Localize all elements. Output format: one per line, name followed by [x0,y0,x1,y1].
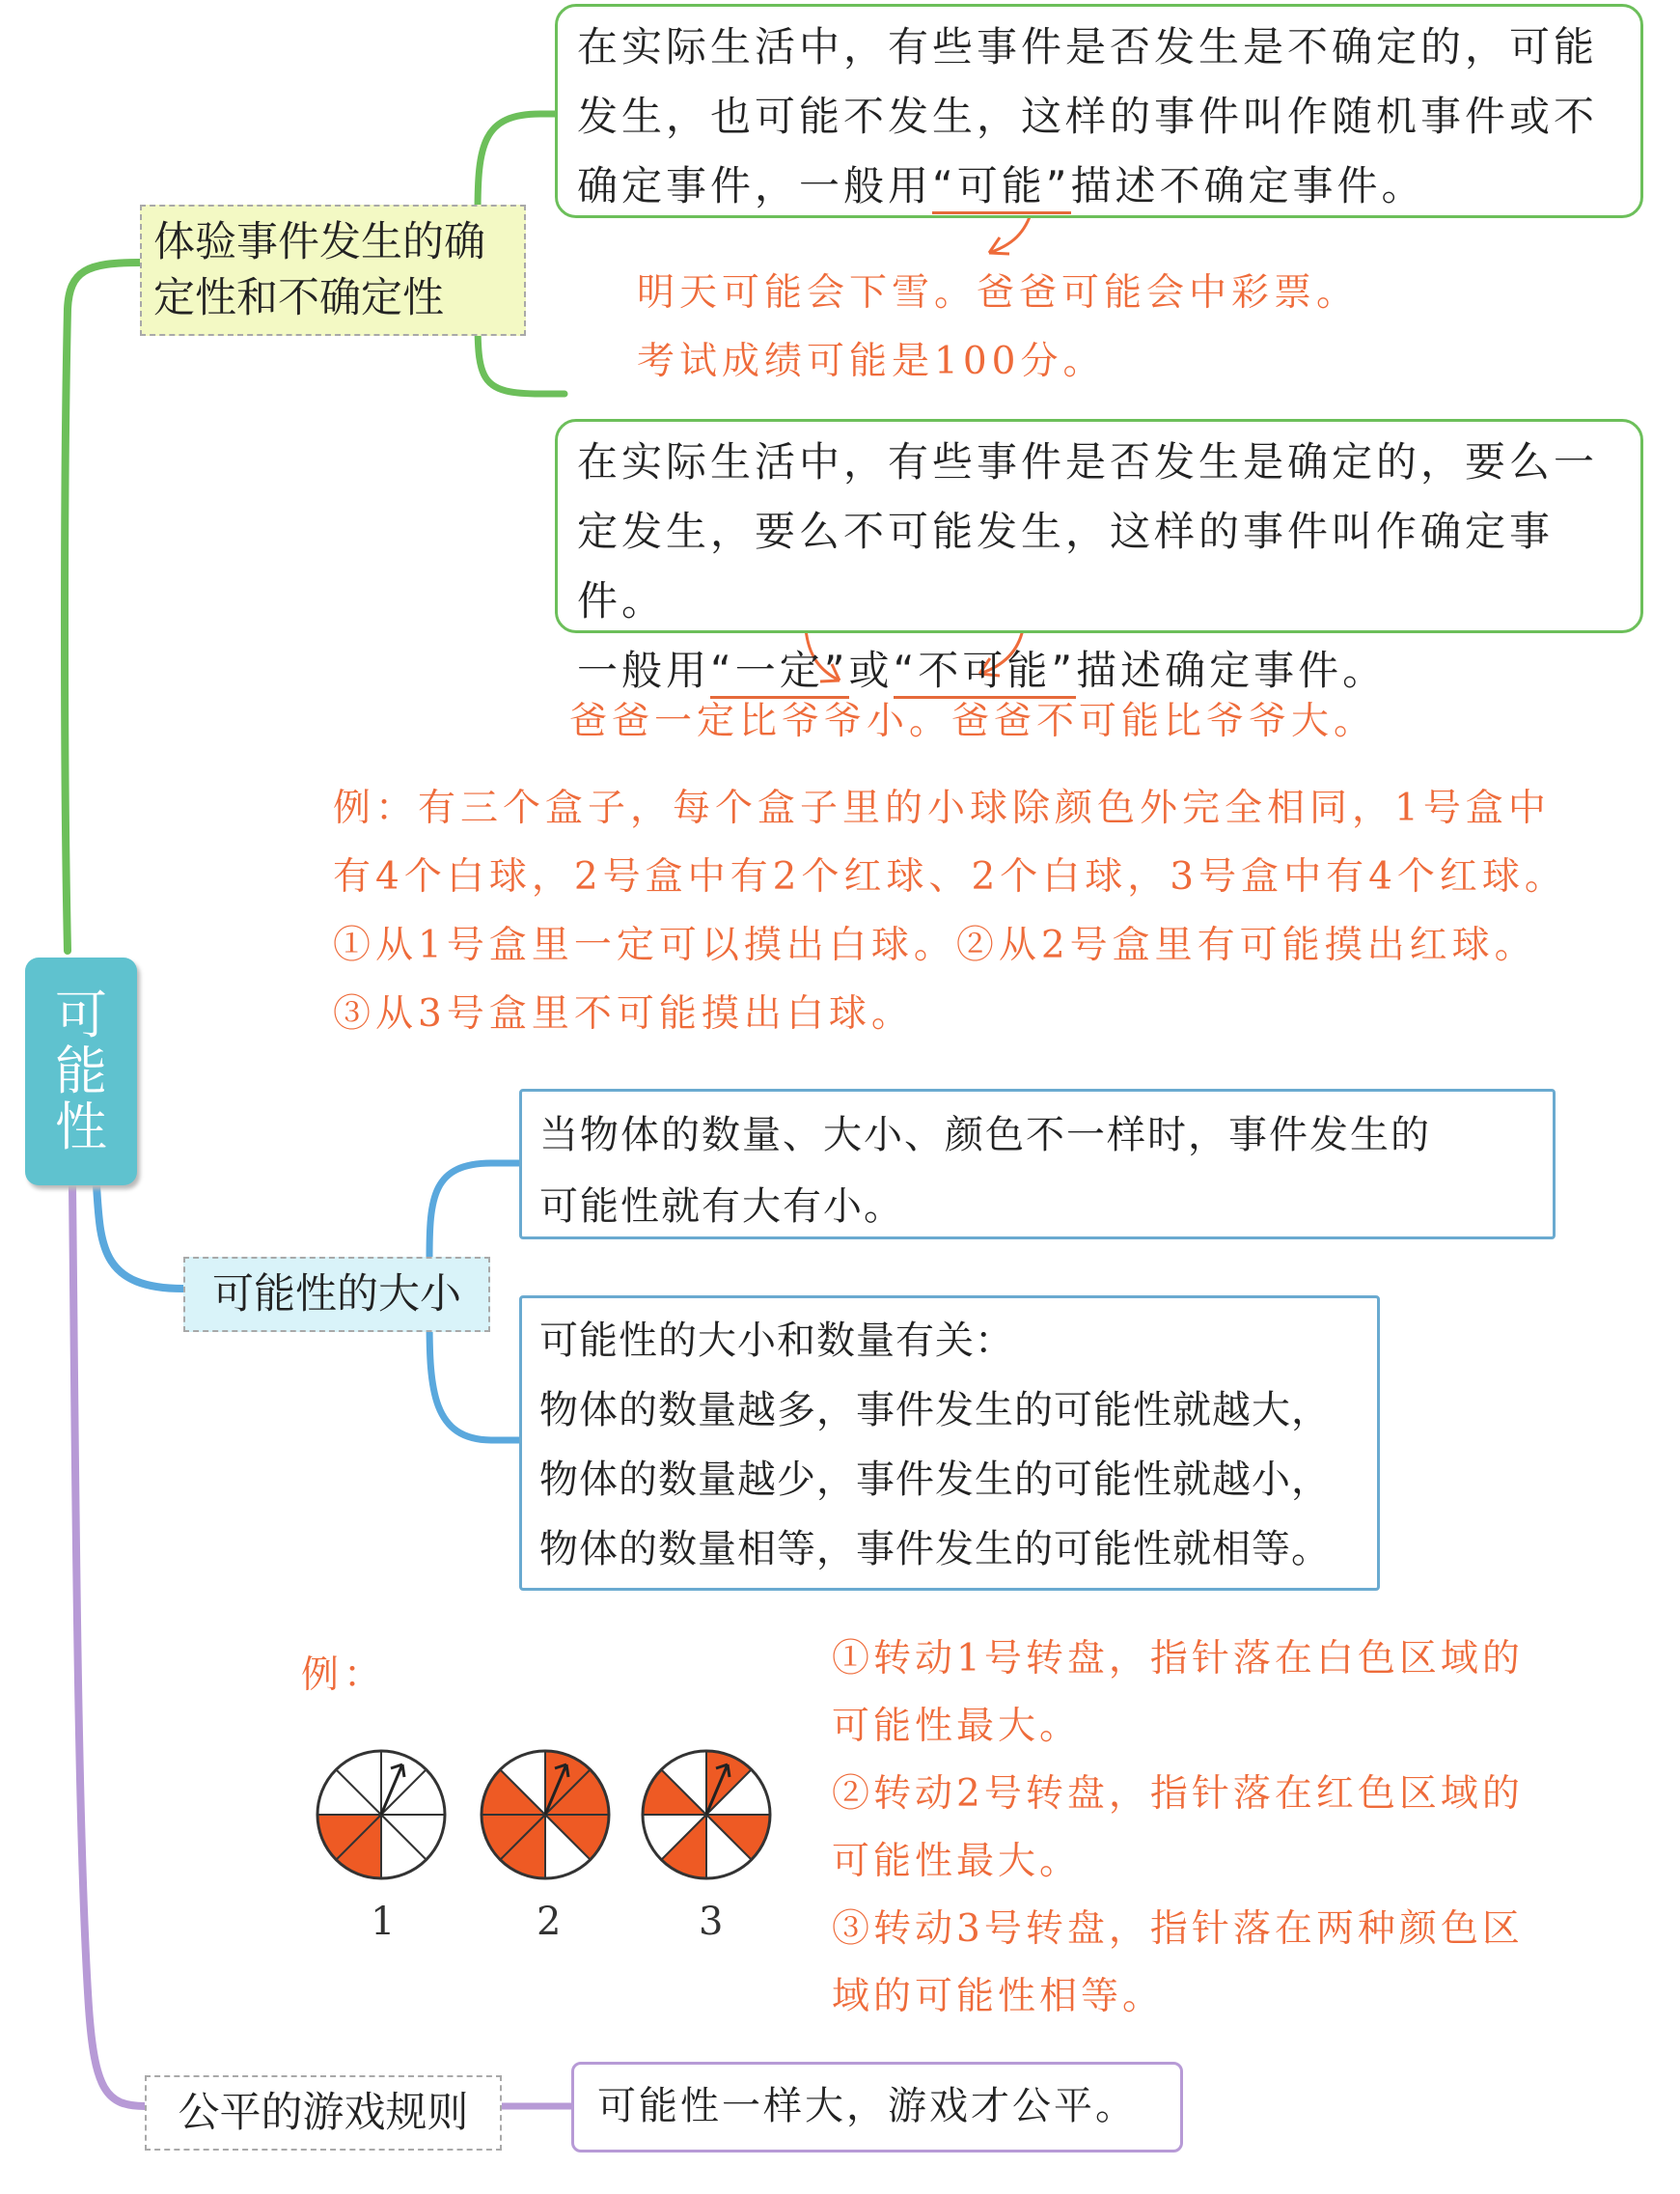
certain-line-3: 一般用“一定”或“不可能”描述确定事件。 [577,636,1621,706]
spinner-note-3a: ③转动3号转盘，指针落在两种颜色区 [832,1907,1524,1951]
spinner-note-2b: 可能性最大。 [832,1840,1082,1883]
uncertain-definition-box [555,4,1643,218]
connector-size-to-box2 [429,1318,519,1440]
fair-box-text: 可能性一样大，游戏才公平。 [597,2084,1137,2128]
box-example-line-3: ①从1号盒里一定可以摸出白球。②从2号盒里有可能摸出红球。 [333,924,1537,967]
spinner-label-3: 3 [699,1900,724,1944]
connector-size-to-box1 [429,1163,519,1260]
main-node-char-3: 性 [55,1097,107,1157]
size-box2-line-3: 物体的数量越少，事件发生的可能性就越小， [539,1458,1331,1502]
topic-fair-label: 公平的游戏规则 [178,2089,469,2137]
certain-line-1: 在实际生活中，有些事件是否发生是确定的，要么一 [577,438,1599,486]
connector-certainty-to-uncertain [478,114,555,214]
spinner-1 [317,1751,445,1878]
keyword-impossible: “不可能” [894,647,1077,699]
size-box2-line-4: 物体的数量相等，事件发生的可能性就相等。 [539,1527,1331,1571]
topic-certainty-label: 体验事件发生的确定性和不确定性 [153,218,485,322]
size-box2-line-2: 物体的数量越多，事件发生的可能性就越大， [539,1388,1331,1432]
uncertain-line-2: 发生，也可能不发生，这样的事件叫作随机事件或不 [577,93,1599,140]
spinners-figure [309,1737,791,1892]
spinner-note-2a: ②转动2号转盘，指针落在红色区域的 [832,1772,1524,1816]
spinner-label-2: 2 [537,1900,562,1944]
box-example [333,774,1567,1048]
topic-fair [145,2075,502,2151]
spinner-label-1: 1 [371,1900,396,1944]
size-box1-line-1: 当物体的数量、大小、颜色不一样时，事件发生的 [539,1113,1431,1157]
box-example-line-2: 有4个白球，2号盒中有2个红球、2个白球，3号盒中有4个红球。 [333,855,1567,899]
size-description-box [519,1089,1556,1239]
topic-certainty [140,205,526,336]
certain-example [569,687,1376,756]
certain-line-2: 定发生，要么不可能发生，这样的事件叫作确定事件。 [577,508,1555,625]
keyword-certain: “一定” [710,647,849,699]
size-quantity-box [519,1295,1380,1591]
main-node-char-2: 能 [55,1041,107,1101]
connector-main-to-size [96,1185,183,1289]
box-example-line-1: 例：有三个盒子，每个盒子里的小球除颜色外完全相同，1号盒中 [333,787,1551,830]
main-node-char-1: 可 [55,985,107,1045]
certain-definition-box [555,419,1643,694]
spinner-note-1b: 可能性最大。 [832,1705,1082,1748]
uncertain-example-2: 考试成绩可能是100分。 [637,340,1106,383]
spinner-2 [482,1751,609,1878]
size-box2-line-1: 可能性的大小和数量有关： [539,1319,1014,1363]
connector-main-to-certainty [65,263,140,951]
box-example-line-4: ③从3号盒里不可能摸出白球。 [333,992,914,1036]
topic-size [183,1257,490,1332]
spinner-3 [643,1751,770,1878]
spinner-note-3b: 域的可能性相等。 [832,1975,1165,2018]
keyword-possible: “可能” [932,162,1071,214]
spinner-example-label: 例： [301,1653,387,1697]
uncertain-examples [637,259,1359,396]
spinner-notes [832,1625,1524,2031]
topic-size-label: 可能性的大小 [212,1270,461,1319]
fair-description-box [571,2062,1183,2152]
uncertain-line-3: 确定事件，一般用“可能”描述不确定事件。 [577,152,1621,221]
connector-main-to-fair [72,1185,145,2106]
certain-example-text: 爸爸一定比爷爷小。爸爸不可能比爷爷大。 [569,700,1377,743]
uncertain-line-1: 在实际生活中，有些事件是否发生是不确定的，可能 [577,23,1599,70]
uncertain-example-1: 明天可能会下雪。爸爸可能会中彩票。 [637,271,1360,315]
size-box1-line-2: 可能性就有大有小。 [539,1184,904,1229]
spinner-note-1a: ①转动1号转盘，指针落在白色区域的 [832,1637,1524,1680]
main-node-possibility [25,958,137,1185]
